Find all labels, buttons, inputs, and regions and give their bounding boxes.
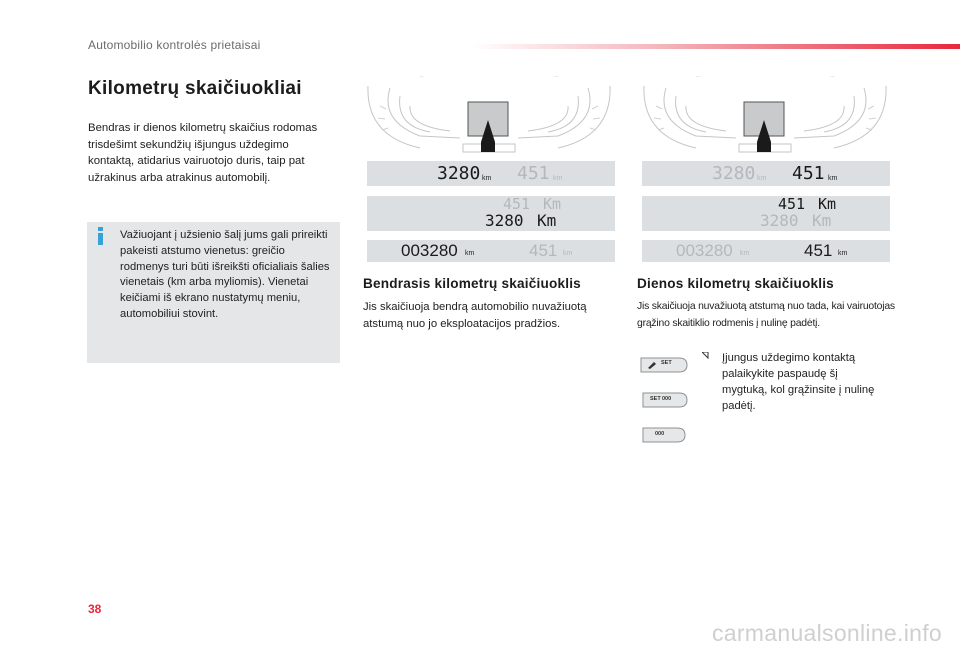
trip-value-dim: 451 bbox=[503, 195, 531, 213]
odometer-value-dim: 3280 bbox=[712, 163, 756, 184]
display-type-2-total bbox=[367, 196, 615, 231]
instrument-cluster-illustration-total bbox=[360, 76, 618, 156]
reset-step-instruction: Įjungus uždegimo kontaktą palaikykite paspaudę šį mygtuką, kol grąžinsite į nulinę padėtį. bbox=[722, 352, 875, 412]
page-number: 38 bbox=[88, 602, 102, 616]
trip-unit: Km bbox=[818, 195, 837, 213]
trip-value-dim: 451 bbox=[529, 241, 558, 260]
reset-button-odo-variant[interactable] bbox=[641, 425, 687, 450]
wrench-icon bbox=[648, 361, 657, 369]
trip-value: 451 bbox=[792, 163, 825, 184]
display-type-2-trip bbox=[642, 196, 890, 231]
odometer-value: 3280 bbox=[485, 211, 524, 230]
odometer-value: 3280 bbox=[437, 163, 481, 184]
odometer-unit: km bbox=[465, 250, 475, 257]
set-label: SET bbox=[650, 396, 661, 402]
trip-unit-dim: km bbox=[563, 250, 573, 257]
total-odometer-heading: Bendrasis kilometrų skaičiuoklis bbox=[363, 276, 581, 291]
odometer-full-value: 003280 bbox=[401, 241, 458, 260]
intro-paragraph: Bendras ir dienos kilometrų skaičius rodomas trisdešimt sekundžių išjungus uždegimo kontaktą, atidarius vairuotojo duris, taip pat užrakinus arba atrakinus automobilį. bbox=[88, 122, 318, 184]
instrument-cluster-illustration-trip bbox=[636, 76, 894, 156]
odometer-full-value-dim: 003280 bbox=[676, 241, 733, 260]
trip-unit-dim: km bbox=[553, 175, 563, 182]
info-icon bbox=[97, 227, 104, 245]
odometer-unit: Km bbox=[537, 211, 557, 230]
display-type-1-total bbox=[367, 161, 615, 186]
odometer-unit-dim: km bbox=[740, 250, 750, 257]
display-type-3-total bbox=[367, 240, 615, 262]
reset-button-set-odo-variant[interactable] bbox=[641, 390, 689, 415]
odo-label: 000 bbox=[662, 396, 672, 402]
total-odometer-description: Jis skaičiuoja bendrą automobilio nuvažiuotą atstumą nuo jo eksploatacijos pradžios. bbox=[363, 301, 587, 330]
watermark: carmanualsonline.info bbox=[711, 620, 942, 646]
display-type-1-trip bbox=[642, 161, 890, 186]
trip-odometer-heading: Dienos kilometrų skaičiuoklis bbox=[637, 276, 834, 291]
page-title: Kilometrų skaičiuokliai bbox=[88, 78, 302, 99]
trip-value-dim: 451 bbox=[517, 163, 550, 184]
trip-unit-dim: Km bbox=[543, 195, 562, 213]
section-header: Automobilio kontrolės prietaisai bbox=[88, 38, 261, 52]
display-type-3-trip bbox=[642, 240, 890, 262]
odometer-value-dim: 3280 bbox=[760, 211, 799, 230]
trip-unit: km bbox=[828, 175, 838, 182]
set-label: SET bbox=[661, 360, 672, 366]
info-note-text: Važiuojant į užsienio šalį jums gali prireikti pakeisti atstumo vienetus: greičio rodmenys turi būti išreikšti oficialiais šalies vienetais (km arba myliomis). Vienetai keičiami iš ekrano nustatymų meniu, automobiliui stovint. bbox=[120, 229, 330, 320]
trip-unit: km bbox=[838, 250, 848, 257]
trip-odometer-description: Jis skaičiuoja nuvažiuotą atstumą nuo tada, kai vairuotojas grąžino skaitiklio rodmenis į nulinę padėtį. bbox=[637, 301, 895, 329]
trip-value: 451 bbox=[804, 241, 833, 260]
reset-button-set-variant[interactable] bbox=[639, 355, 689, 380]
step-arrow-icon bbox=[702, 352, 710, 360]
odometer-unit-dim: Km bbox=[812, 211, 832, 230]
header-accent-bar bbox=[470, 44, 960, 49]
odometer-unit-dim: km bbox=[757, 175, 767, 182]
odo-label: 000 bbox=[655, 431, 665, 437]
odometer-unit: km bbox=[482, 175, 492, 182]
trip-value: 451 bbox=[778, 195, 806, 213]
